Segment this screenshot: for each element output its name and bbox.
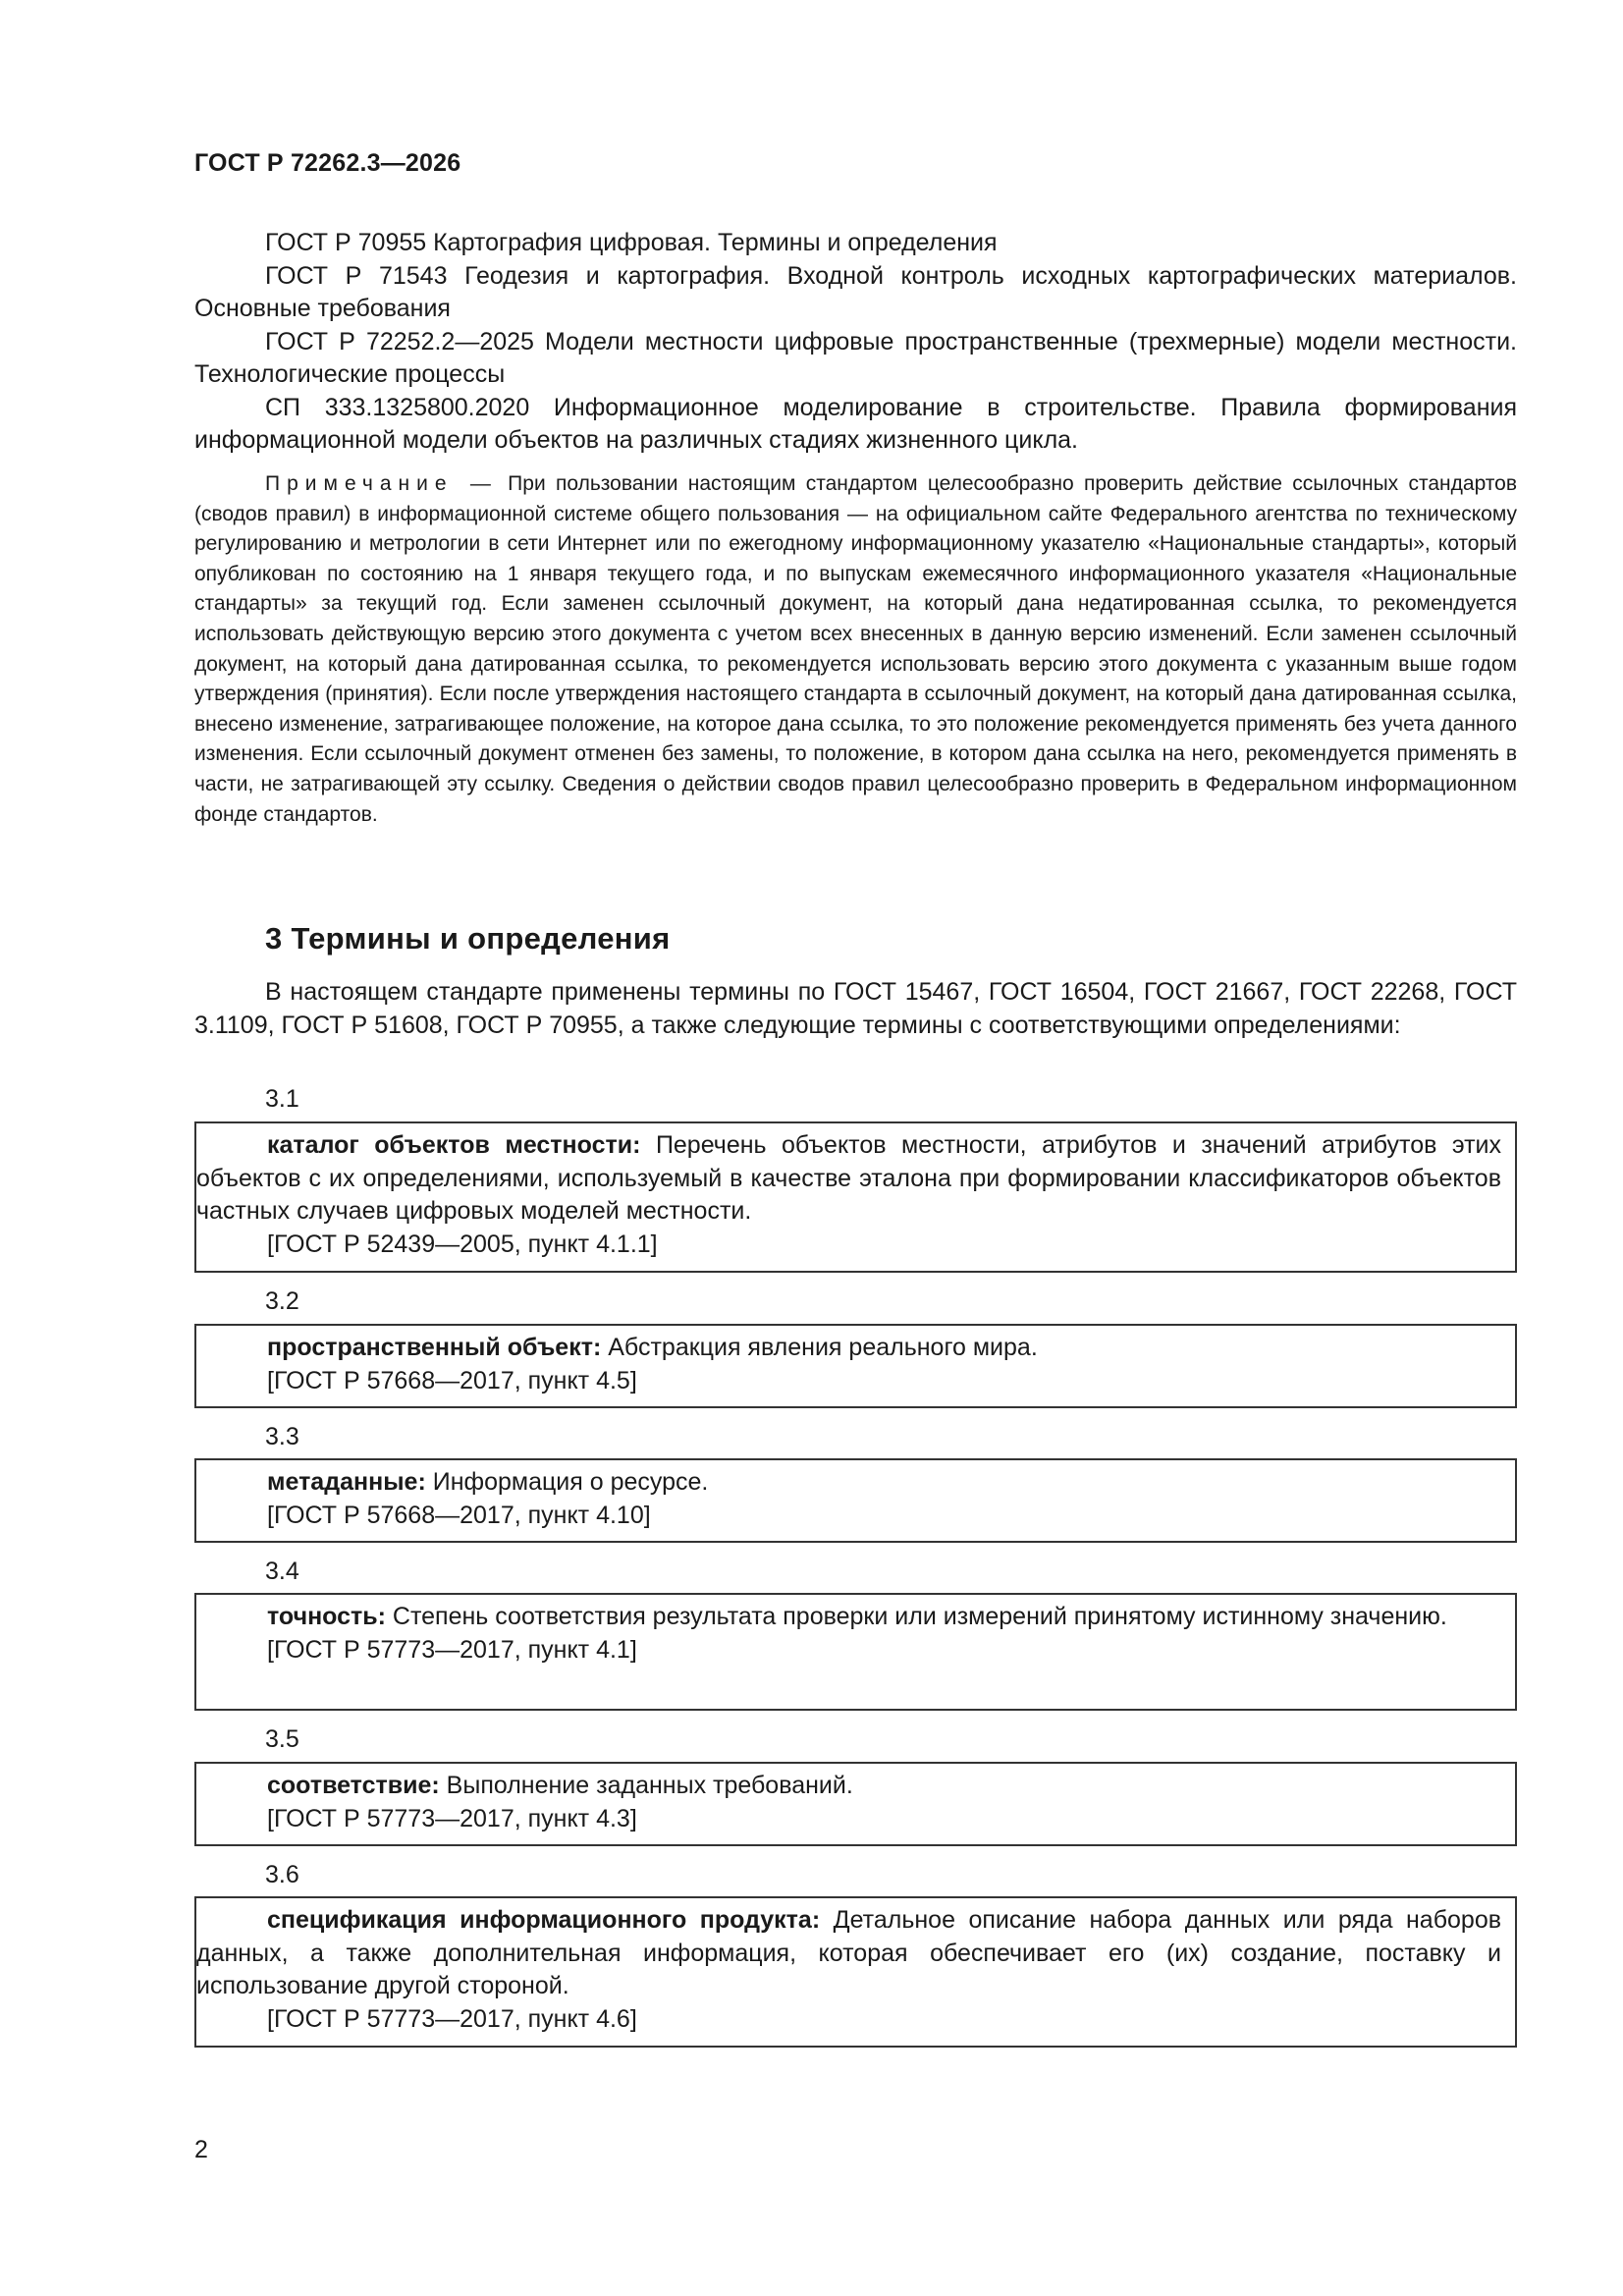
term-source: [ГОСТ Р 52439—2005, пункт 4.1.1]: [267, 1230, 658, 1258]
term-definition: [196, 1332, 1501, 1365]
term-name: каталог объектов местности:: [267, 1131, 641, 1159]
reference-item: ГОСТ Р 70955 Картография цифровая. Термины и определения: [265, 229, 998, 256]
term-definition: [196, 1466, 1501, 1500]
term-box: [194, 1458, 1517, 1543]
term-name: пространственный объект:: [267, 1334, 602, 1361]
term-source: [ГОСТ Р 57668—2017, пункт 4.5]: [267, 1366, 637, 1394]
reference-item: ГОСТ Р 72252.2—2025 Модели местности цифровые пространственные (трехмерные) модели местности. Технологические процессы: [194, 327, 1517, 388]
definition-text: Выполнение заданных требований.: [446, 1772, 853, 1799]
term-box: [194, 1121, 1517, 1273]
definition-text: Детальное описание набора данных или ряда наборов данных, а также дополнительная информация, которая обеспечивает его (их) создание, поставку и использование другой стороной.: [196, 1906, 1502, 1999]
term-definition: [196, 1129, 1501, 1229]
term-definition: [196, 1601, 1501, 1634]
term-number: 3.2: [265, 1287, 299, 1315]
term-name: соответствие:: [267, 1772, 440, 1799]
note-label: Примечание —: [265, 472, 498, 495]
term-name: спецификация информационного продукта:: [267, 1906, 821, 1934]
definition-text: Степень соответствия результата проверки или измерений принятому истинному значению.: [392, 1603, 1447, 1630]
term-number: 3.6: [265, 1861, 299, 1888]
term-number: 3.1: [265, 1085, 299, 1113]
document-header: ГОСТ Р 72262.3—2026: [194, 149, 461, 177]
term-number: 3.5: [265, 1725, 299, 1753]
term-name: метаданные:: [267, 1468, 426, 1496]
page-number: 2: [194, 2136, 208, 2163]
term-box: [194, 1762, 1517, 1846]
reference-item: СП 333.1325800.2020 Информационное моделирование в строительстве. Правила формирования информационной модели объектов на различных стадиях жизненного цикла.: [194, 393, 1517, 454]
term-number: 3.3: [265, 1423, 299, 1450]
note-paragraph: [194, 469, 1517, 830]
term-box: [194, 1324, 1517, 1408]
term-source: [ГОСТ Р 57773—2017, пункт 4.6]: [267, 2004, 637, 2033]
definition-text: Информация о ресурсе.: [432, 1468, 709, 1496]
note-text: При пользовании настоящим стандартом целесообразно проверить действие ссылочных стандартов (сводов правил) в информационной системе общего пользования — на официальном сайте Федерального агентства по техническому регулированию и метрологии в сети Интернет или по ежегодному информационному указателю «Национальные стандарты», который опубликован по состоянию на 1 января текущего года, и по выпускам ежемесячного информационного указателя «Национальные стандарты» за текущий год. Если заменен ссылочный документ, на который дана недатированная ссылка, то рекомендуется использовать действующую версию этого документа с учетом всех внесенных в данную версию изменений. Если заменен ссылочный документ, на который дана датированная ссылка, то рекомендуется использовать версию этого документа с указанным выше годом утверждения (принятия). Если после утверждения настоящего стандарта в ссылочный документ, на который дана датированная ссылка, внесено изменение, затрагивающее положение, на которое дана ссылка, то это положение рекомендуется применять без учета данного изменения. Если ссылочный документ отменен без замены, то положение, в котором дана ссылка на него, рекомендуется применять в части, не затрагивающей эту ссылку. Сведения о действии сводов правил целесообразно проверить в Федеральном информационном фонде стандартов.: [194, 472, 1518, 826]
term-definition: [196, 1904, 1501, 2003]
term-source: [ГОСТ Р 57668—2017, пункт 4.10]: [267, 1501, 651, 1529]
section-intro: В настоящем стандарте применены термины по ГОСТ 15467, ГОСТ 16504, ГОСТ 21667, ГОСТ 22268, ГОСТ 3.1109, ГОСТ Р 51608, ГОСТ Р 70955, а также следующие термины с соответствующими определениями:: [194, 978, 1517, 1039]
term-name: точность:: [267, 1603, 386, 1630]
term-box: [194, 1593, 1517, 1711]
term-source: [ГОСТ Р 57773—2017, пункт 4.1]: [267, 1635, 637, 1664]
term-box: [194, 1896, 1517, 2048]
normative-references: [194, 227, 1517, 458]
reference-item: ГОСТ Р 71543 Геодезия и картография. Входной контроль исходных картографических материалов. Основные требования: [194, 261, 1517, 322]
definition-text: Перечень объектов местности, атрибутов и значений атрибутов этих объектов с их определениями, используемый в качестве эталона при формировании классификаторов объектов частных случаев цифровых моделей местности.: [196, 1131, 1501, 1225]
section-title: 3 Термины и определения: [265, 921, 671, 956]
term-number: 3.4: [265, 1558, 299, 1585]
definition-text: Абстракция явления реального мира.: [608, 1334, 1038, 1361]
term-definition: [196, 1770, 1501, 1803]
term-source: [ГОСТ Р 57773—2017, пункт 4.3]: [267, 1804, 637, 1832]
